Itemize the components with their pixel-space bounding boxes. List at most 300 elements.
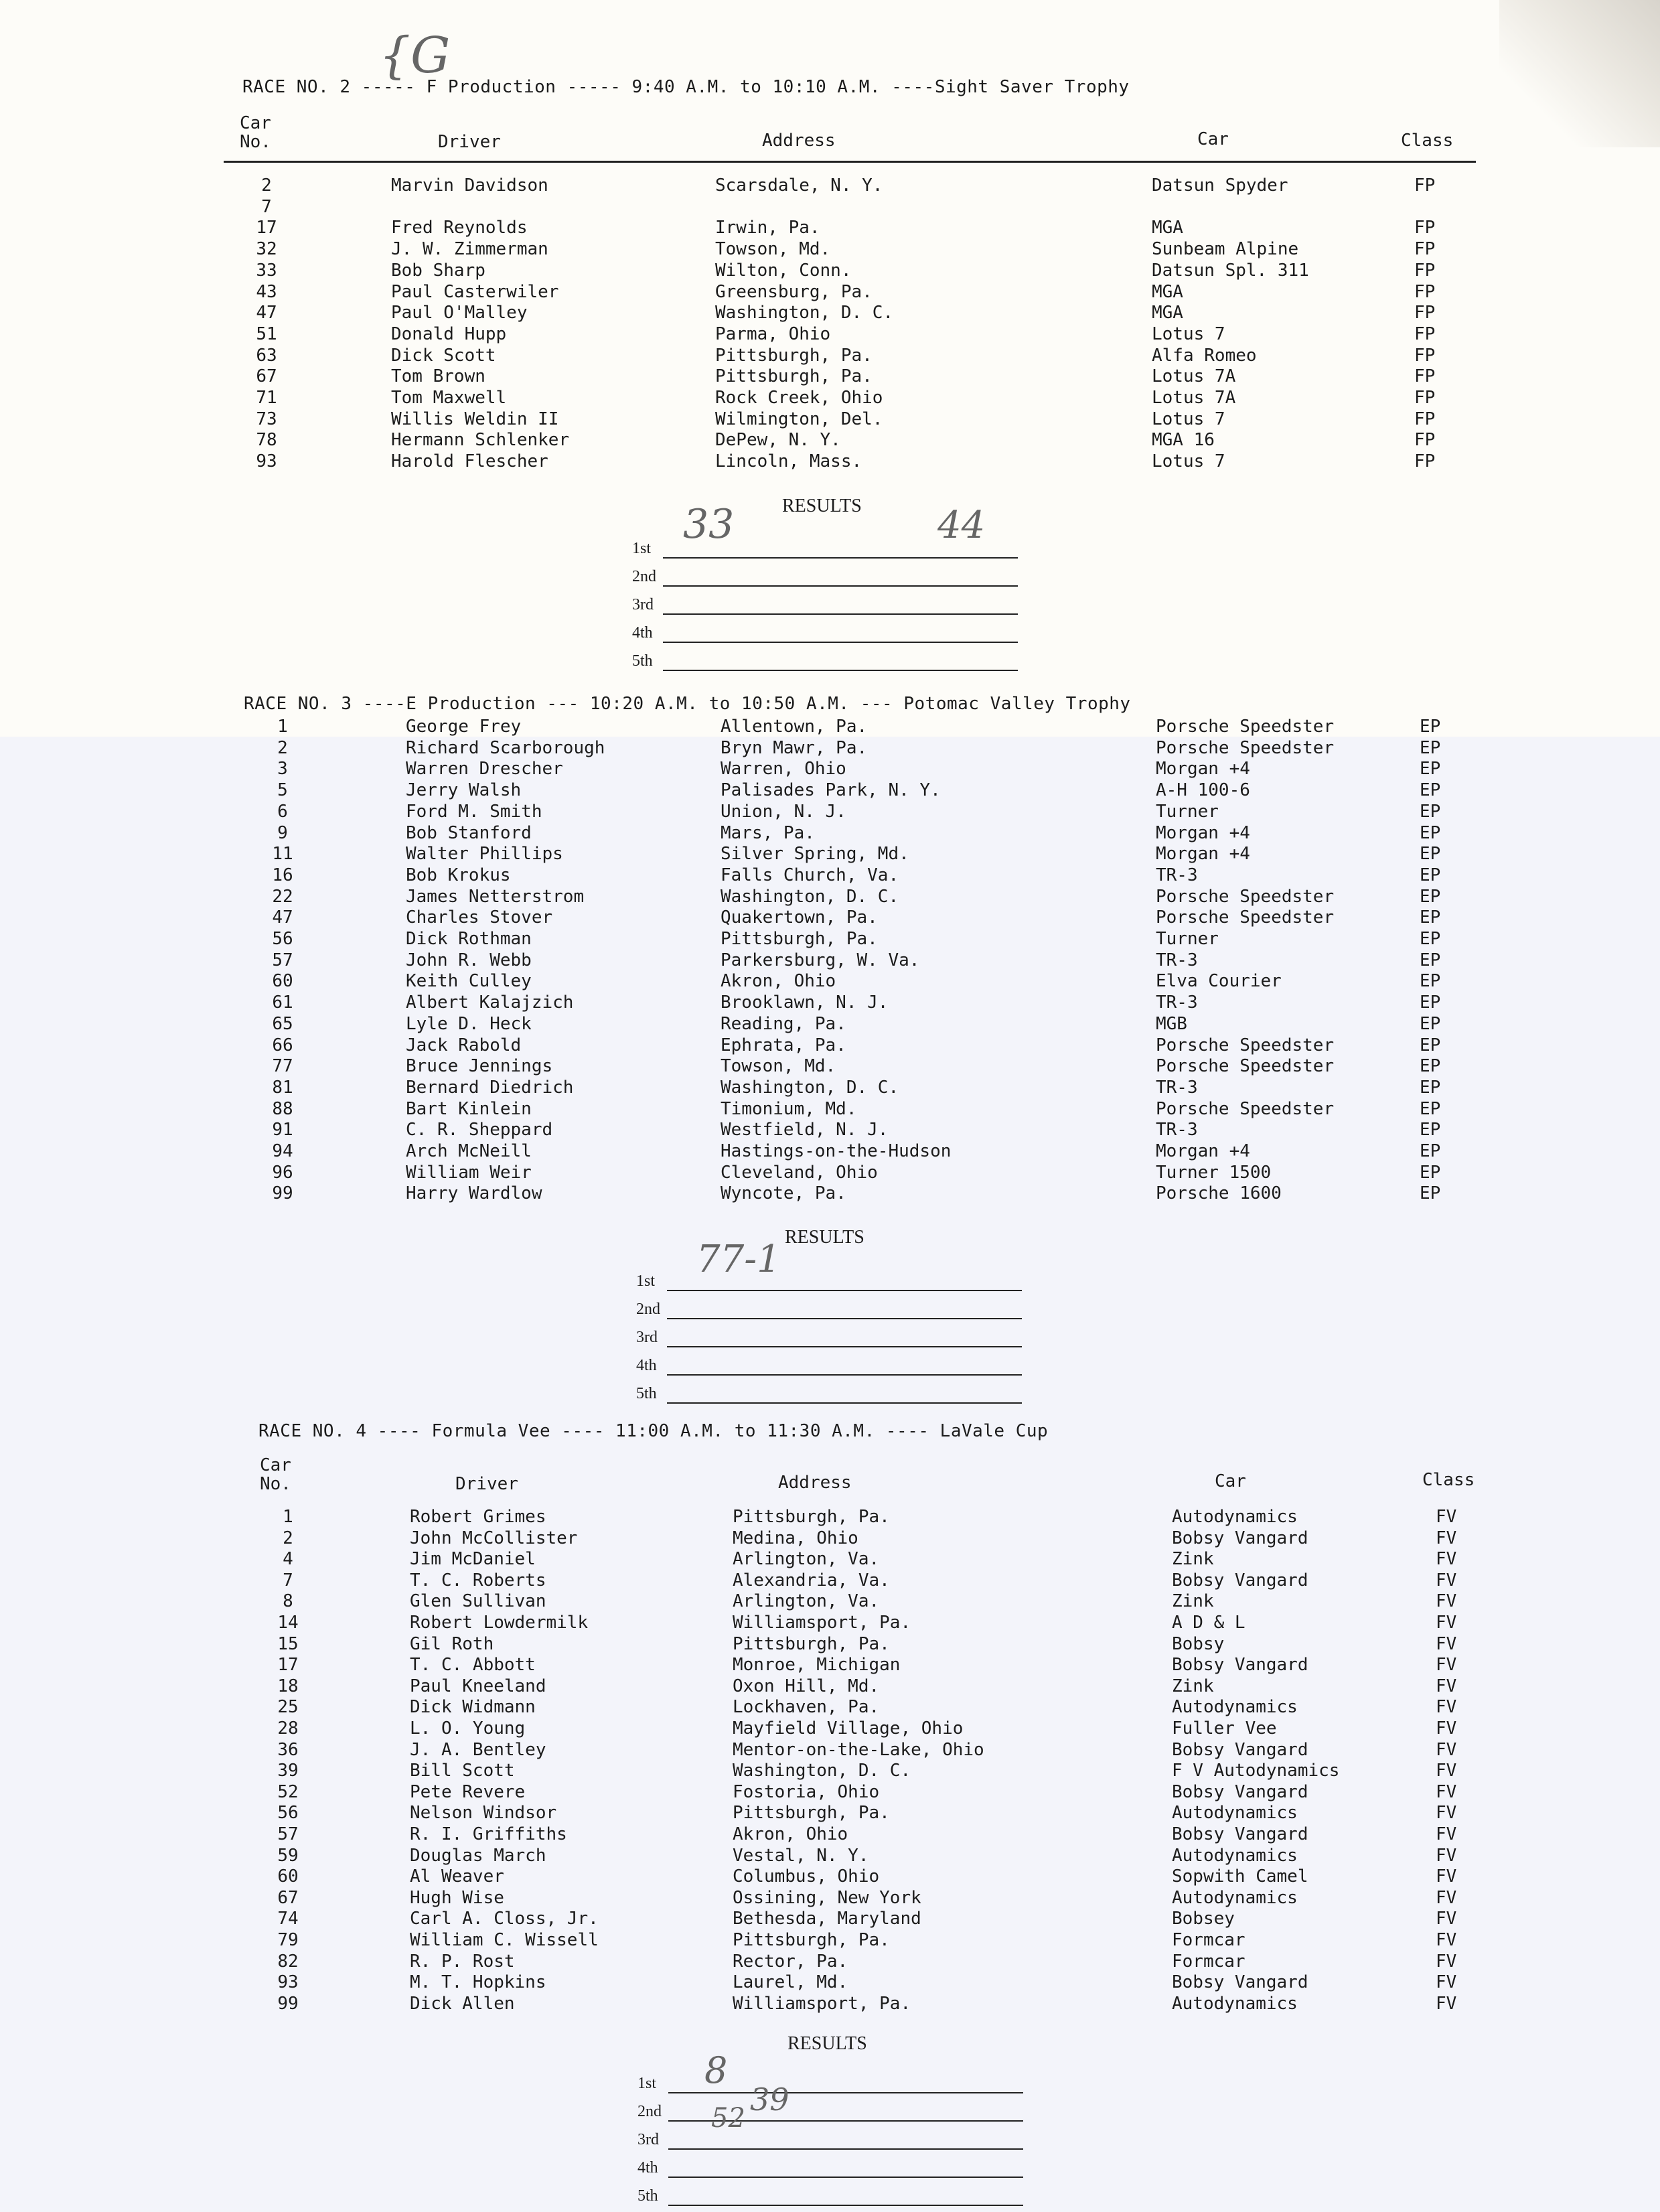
race-2-result-1st-a: 33 (683, 501, 735, 548)
car-number: 56 (277, 1803, 299, 1824)
class: EP (1420, 1056, 1441, 1077)
driver-name: Pete Revere (410, 1781, 526, 1802)
entry-row (0, 346, 1660, 366)
address: Reading, Pa. (721, 1013, 846, 1034)
class: FV (1436, 1676, 1457, 1696)
entry-row (0, 1163, 1660, 1183)
address: Laurel, Md. (733, 1972, 848, 1993)
address: Greensburg, Pa. (715, 281, 873, 302)
driver-name: L. O. Young (410, 1718, 526, 1739)
entry-row (0, 1183, 1660, 1204)
car-number: 1 (277, 717, 288, 737)
result-blank-line (663, 642, 1018, 643)
driver-name: Bob Stanford (406, 822, 532, 843)
entry-row (0, 239, 1660, 260)
class: EP (1420, 1162, 1441, 1183)
car-number: 79 (277, 1930, 299, 1950)
car-model: Formcar (1172, 1930, 1246, 1950)
address: Akron, Ohio (721, 971, 836, 992)
class: EP (1420, 759, 1441, 780)
car-number: 94 (272, 1141, 293, 1161)
driver-name: Jack Rabold (406, 1035, 522, 1055)
address: Towson, Md. (715, 239, 831, 260)
class: FV (1436, 1739, 1457, 1760)
address: Wilmington, Del. (715, 409, 883, 429)
car-number: 7 (261, 196, 272, 217)
car-number: 16 (272, 865, 293, 885)
entry-row (0, 1591, 1660, 1612)
driver-name: Richard Scarborough (406, 737, 605, 758)
car-model: Formcar (1172, 1951, 1246, 1972)
class: FP (1414, 303, 1436, 323)
driver-name: James Netterstrom (406, 886, 585, 907)
address: Mayfield Village, Ohio (733, 1718, 964, 1739)
car-model: Bobsy Vangard (1172, 1570, 1308, 1591)
class: FV (1436, 1633, 1457, 1654)
car-number: 59 (277, 1845, 299, 1866)
race-4-result-2nd: 39 (750, 2081, 789, 2118)
address: Pittsburgh, Pa. (715, 345, 873, 366)
class: FV (1436, 1951, 1457, 1972)
car-model: Zink (1172, 1676, 1214, 1696)
driver-name: Warren Drescher (406, 759, 563, 780)
car-number: 67 (277, 1887, 299, 1908)
car-model: TR-3 (1156, 992, 1198, 1013)
car-number: 57 (272, 950, 293, 970)
address: Timonium, Md. (721, 1098, 857, 1119)
entry-row (0, 261, 1660, 281)
car-model: MGA (1152, 281, 1183, 302)
race-4-result-1st: 8 (704, 2049, 728, 2091)
entry-row (0, 430, 1660, 451)
race-4-result-3rd: 52 (711, 2103, 745, 2134)
car-number: 71 (256, 388, 277, 408)
car-model: Autodynamics (1172, 1697, 1298, 1718)
driver-name: Al Weaver (410, 1866, 504, 1887)
car-model: Porsche Speedster (1156, 737, 1335, 758)
driver-name: John McCollister (410, 1528, 578, 1548)
address: Lockhaven, Pa. (733, 1697, 880, 1718)
car-number: 99 (277, 1993, 299, 2014)
race-3-title: RACE NO. 3 ----E Production --- 10:20 A.M. to 10:50 A.M. --- Potomac Valley Trophy (244, 694, 1131, 714)
address: Pittsburgh, Pa. (721, 929, 878, 949)
entry-row (0, 950, 1660, 971)
car-number: 52 (277, 1781, 299, 1802)
entry-row (0, 971, 1660, 992)
race-3-result-1st: 77-1 (696, 1238, 781, 1281)
driver-name: Bill Scott (410, 1761, 515, 1781)
car-number: 88 (272, 1098, 293, 1119)
entry-row (0, 451, 1660, 472)
car-model: Bobsy (1172, 1633, 1225, 1654)
entry-row (0, 1888, 1660, 1909)
driver-name: Lyle D. Heck (406, 1013, 532, 1034)
result-blank-line (667, 1318, 1022, 1319)
race-3-results-label: RESULTS (785, 1227, 864, 1248)
header-driver: Driver (438, 132, 501, 152)
class: EP (1420, 950, 1441, 970)
car-model: Turner (1156, 929, 1219, 949)
driver-name: Bruce Jennings (406, 1056, 553, 1077)
class: FV (1436, 1781, 1457, 1802)
driver-name: T. C. Roberts (410, 1570, 546, 1591)
driver-name: Albert Kalajzich (406, 992, 574, 1013)
driver-name: J. A. Bentley (410, 1739, 546, 1760)
address: Brooklawn, N. J. (721, 992, 889, 1013)
car-number: 9 (277, 822, 288, 843)
class: FP (1414, 218, 1436, 238)
entry-row (0, 1056, 1660, 1077)
entry-row (0, 1676, 1660, 1697)
car-model: Lotus 7A (1152, 388, 1236, 408)
result-place-label: 2nd (636, 1301, 660, 1318)
race-2-result-1st-b: 44 (937, 504, 986, 547)
class: FP (1414, 430, 1436, 451)
car-model: Datsun Spyder (1152, 175, 1288, 196)
driver-name: M. T. Hopkins (410, 1972, 546, 1993)
address: Arlington, Va. (733, 1591, 880, 1612)
class: FP (1414, 451, 1436, 472)
class: EP (1420, 1183, 1441, 1204)
entry-row (0, 1141, 1660, 1162)
entry-row (0, 887, 1660, 907)
header-car: Car (1215, 1471, 1246, 1491)
entry-row (0, 844, 1660, 865)
address: Palisades Park, N. Y. (721, 780, 941, 801)
car-model: Autodynamics (1172, 1507, 1298, 1527)
driver-name: Ford M. Smith (406, 801, 542, 822)
class: FV (1436, 1887, 1457, 1908)
class: EP (1420, 1098, 1441, 1119)
header-car: Car (1197, 129, 1229, 149)
address: Irwin, Pa. (715, 218, 820, 238)
car-number: 36 (277, 1739, 299, 1760)
header-class: Class (1401, 131, 1454, 151)
class: FV (1436, 1824, 1457, 1844)
class: EP (1420, 929, 1441, 949)
class: EP (1420, 992, 1441, 1013)
entry-row (0, 1697, 1660, 1718)
entry-row (0, 907, 1660, 928)
result-place-label: 5th (632, 652, 653, 670)
driver-name: Bart Kinlein (406, 1098, 532, 1119)
address: Arlington, Va. (733, 1549, 880, 1570)
driver-name: Jerry Walsh (406, 780, 522, 801)
entry-row (0, 802, 1660, 822)
result-place-label: 2nd (637, 2103, 662, 2120)
class: FV (1436, 1655, 1457, 1676)
car-number: 28 (277, 1718, 299, 1739)
address: Pittsburgh, Pa. (733, 1507, 890, 1527)
car-model: Zink (1172, 1549, 1214, 1570)
entry-row (0, 929, 1660, 950)
car-number: 3 (277, 759, 288, 780)
address: Lincoln, Mass. (715, 451, 862, 472)
car-model: Porsche 1600 (1156, 1183, 1282, 1204)
car-number: 15 (277, 1633, 299, 1654)
header-class: Class (1422, 1470, 1475, 1490)
class: EP (1420, 971, 1441, 992)
entry-row (0, 1761, 1660, 1781)
class: FV (1436, 1866, 1457, 1887)
car-model: Porsche Speedster (1156, 1035, 1335, 1055)
car-number: 17 (277, 1655, 299, 1676)
car-number: 73 (256, 409, 277, 429)
car-number: 78 (256, 430, 277, 451)
address: Pittsburgh, Pa. (733, 1930, 890, 1950)
address: Wilton, Conn. (715, 260, 852, 281)
entry-row (0, 865, 1660, 886)
driver-name: Douglas March (410, 1845, 546, 1866)
car-model: Sunbeam Alpine (1152, 239, 1299, 260)
result-place-label: 4th (637, 2159, 658, 2177)
class: FV (1436, 1972, 1457, 1993)
address: Williamsport, Pa. (733, 1993, 911, 2014)
address: Towson, Md. (721, 1056, 836, 1077)
address: Quakertown, Pa. (721, 907, 878, 928)
class: EP (1420, 1035, 1441, 1055)
class: FV (1436, 1613, 1457, 1633)
entry-row (0, 992, 1660, 1013)
car-model: A D & L (1172, 1613, 1246, 1633)
class: FV (1436, 1718, 1457, 1739)
entry-row (0, 717, 1660, 737)
car-number: 51 (256, 323, 277, 344)
address: Ossining, New York (733, 1887, 921, 1908)
entry-row (0, 1740, 1660, 1761)
driver-name: Keith Culley (406, 971, 532, 992)
driver-name: Hermann Schlenker (391, 430, 570, 451)
car-model: Turner 1500 (1156, 1162, 1272, 1183)
class: FV (1436, 1803, 1457, 1824)
result-blank-line (667, 1402, 1022, 1404)
address: Medina, Ohio (733, 1528, 858, 1548)
result-blank-line (663, 670, 1018, 671)
entry-row (0, 1120, 1660, 1140)
entry-row (0, 1803, 1660, 1824)
car-number: 77 (272, 1056, 293, 1077)
car-model: Autodynamics (1172, 1993, 1298, 2014)
class: FV (1436, 1761, 1457, 1781)
entry-row (0, 823, 1660, 844)
car-model: Bobsey (1172, 1909, 1235, 1929)
class: EP (1420, 1141, 1441, 1161)
address: Columbus, Ohio (733, 1866, 880, 1887)
driver-name: Bob Sharp (391, 260, 485, 281)
race-2-title: RACE NO. 2 ----- F Production ----- 9:40 A.M. to 10:10 A.M. ----Sight Saver Trophy (242, 77, 1130, 97)
car-model: Turner (1156, 801, 1219, 822)
car-model: F V Autodynamics (1172, 1761, 1340, 1781)
class: EP (1420, 886, 1441, 907)
car-model: MGA (1152, 218, 1183, 238)
car-number: 47 (272, 907, 293, 928)
car-model: Morgan +4 (1156, 759, 1250, 780)
entry-row (0, 197, 1660, 218)
car-model: Lotus 7 (1152, 409, 1225, 429)
driver-name: Harold Flescher (391, 451, 548, 472)
address: Allentown, Pa. (721, 717, 868, 737)
entry-row (0, 409, 1660, 430)
entry-row (0, 1909, 1660, 1929)
result-blank-line (667, 1346, 1022, 1347)
address: Mentor-on-the-Lake, Ohio (733, 1739, 984, 1760)
driver-name: Tom Brown (391, 366, 485, 387)
class: EP (1420, 1013, 1441, 1034)
address: Pittsburgh, Pa. (733, 1803, 890, 1824)
entry-row (0, 1972, 1660, 1993)
entry-row (0, 1655, 1660, 1676)
car-number: 57 (277, 1824, 299, 1844)
car-number: 43 (256, 281, 277, 302)
car-number: 99 (272, 1183, 293, 1204)
class: FP (1414, 366, 1436, 387)
driver-name: T. C. Abbott (410, 1655, 536, 1676)
class: FV (1436, 1528, 1457, 1548)
address: Washington, D. C. (715, 303, 894, 323)
entry-row (0, 1014, 1660, 1035)
car-number: 14 (277, 1613, 299, 1633)
class: FP (1414, 175, 1436, 196)
car-number: 2 (277, 737, 288, 758)
car-model: Porsche Speedster (1156, 1098, 1335, 1119)
car-model: Porsche Speedster (1156, 907, 1335, 928)
driver-name: Nelson Windsor (410, 1803, 557, 1824)
entry-row (0, 1570, 1660, 1591)
car-number: 93 (277, 1972, 299, 1993)
result-place-label: 2nd (632, 568, 656, 585)
address: Ephrata, Pa. (721, 1035, 846, 1055)
car-model: Lotus 7 (1152, 451, 1225, 472)
address: Silver Spring, Md. (721, 844, 909, 865)
address: DePew, N. Y. (715, 430, 841, 451)
car-number: 39 (277, 1761, 299, 1781)
class: EP (1420, 780, 1441, 801)
car-model: Morgan +4 (1156, 822, 1250, 843)
result-blank-line (668, 2092, 1023, 2093)
result-place-label: 4th (636, 1357, 657, 1374)
entry-row (0, 388, 1660, 409)
paper-corner-fold (1499, 0, 1660, 147)
header-driver: Driver (455, 1474, 518, 1494)
header-car-no: Car No. (240, 113, 271, 152)
class: FP (1414, 345, 1436, 366)
car-number: 2 (261, 175, 272, 196)
driver-name: Jim McDaniel (410, 1549, 536, 1570)
entry-row (0, 1549, 1660, 1570)
driver-name: William C. Wissell (410, 1930, 599, 1950)
class: FV (1436, 1549, 1457, 1570)
address: Westfield, N. J. (721, 1120, 889, 1140)
class: EP (1420, 1077, 1441, 1098)
entry-row (0, 1866, 1660, 1887)
class: EP (1420, 844, 1441, 865)
class: EP (1420, 801, 1441, 822)
address: Rector, Pa. (733, 1951, 848, 1972)
driver-name: Glen Sullivan (410, 1591, 546, 1612)
car-model: Bobsy Vangard (1172, 1528, 1308, 1548)
car-number: 91 (272, 1120, 293, 1140)
car-model: Bobsy Vangard (1172, 1739, 1308, 1760)
driver-name: Bernard Diedrich (406, 1077, 574, 1098)
class: FV (1436, 1993, 1457, 2014)
car-number: 33 (256, 260, 277, 281)
car-number: 25 (277, 1697, 299, 1718)
driver-name: Arch McNeill (406, 1141, 532, 1161)
entry-row (0, 1099, 1660, 1120)
result-place-label: 3rd (632, 596, 654, 613)
header-address: Address (778, 1473, 852, 1493)
address: Scarsdale, N. Y. (715, 175, 883, 196)
driver-name: Harry Wardlow (406, 1183, 542, 1204)
car-model: Autodynamics (1172, 1887, 1298, 1908)
header-car-no: Car No. (260, 1455, 291, 1494)
class: EP (1420, 737, 1441, 758)
driver-name: John R. Webb (406, 950, 532, 970)
class: FP (1414, 260, 1436, 281)
result-blank-line (667, 1290, 1022, 1291)
address: Williamsport, Pa. (733, 1613, 911, 1633)
class: FV (1436, 1930, 1457, 1950)
class: EP (1420, 1120, 1441, 1140)
driver-name: Gil Roth (410, 1633, 494, 1654)
entry-row (0, 1846, 1660, 1866)
address: Fostoria, Ohio (733, 1781, 880, 1802)
car-model: A-H 100-6 (1156, 780, 1250, 801)
car-number: 1 (283, 1507, 293, 1527)
address: Washington, D. C. (721, 1077, 899, 1098)
class: EP (1420, 717, 1441, 737)
driver-name: William Weir (406, 1162, 532, 1183)
car-number: 56 (272, 929, 293, 949)
class: EP (1420, 907, 1441, 928)
driver-name: Hugh Wise (410, 1887, 504, 1908)
entry-row (0, 1634, 1660, 1655)
class: FV (1436, 1507, 1457, 1527)
car-model: Elva Courier (1156, 971, 1282, 992)
entry-row (0, 1613, 1660, 1633)
car-model: Morgan +4 (1156, 844, 1250, 865)
driver-name: J. W. Zimmerman (391, 239, 548, 260)
car-number: 18 (277, 1676, 299, 1696)
driver-name: Marvin Davidson (391, 175, 548, 196)
result-blank-line (663, 585, 1018, 587)
car-model: Lotus 7A (1152, 366, 1236, 387)
class: EP (1420, 865, 1441, 885)
result-place-label: 5th (637, 2187, 658, 2205)
car-model: Bobsy Vangard (1172, 1824, 1308, 1844)
driver-name: R. I. Griffiths (410, 1824, 567, 1844)
address: Akron, Ohio (733, 1824, 848, 1844)
driver-name: Walter Phillips (406, 844, 563, 865)
address: Bryn Mawr, Pa. (721, 737, 868, 758)
driver-name: Tom Maxwell (391, 388, 507, 408)
driver-name: Fred Reynolds (391, 218, 528, 238)
car-model: Bobsy Vangard (1172, 1972, 1308, 1993)
car-model: Sopwith Camel (1172, 1866, 1308, 1887)
driver-name: George Frey (406, 717, 522, 737)
class: FV (1436, 1697, 1457, 1718)
entry-row (0, 759, 1660, 780)
address: Union, N. J. (721, 801, 846, 822)
car-number: 5 (277, 780, 288, 801)
address: Vestal, N. Y. (733, 1845, 869, 1866)
car-model: Bobsy Vangard (1172, 1781, 1308, 1802)
driver-name: Dick Scott (391, 345, 496, 366)
car-model: Bobsy Vangard (1172, 1655, 1308, 1676)
car-model: Autodynamics (1172, 1803, 1298, 1824)
address: Wyncote, Pa. (721, 1183, 846, 1204)
car-model: Morgan +4 (1156, 1141, 1250, 1161)
